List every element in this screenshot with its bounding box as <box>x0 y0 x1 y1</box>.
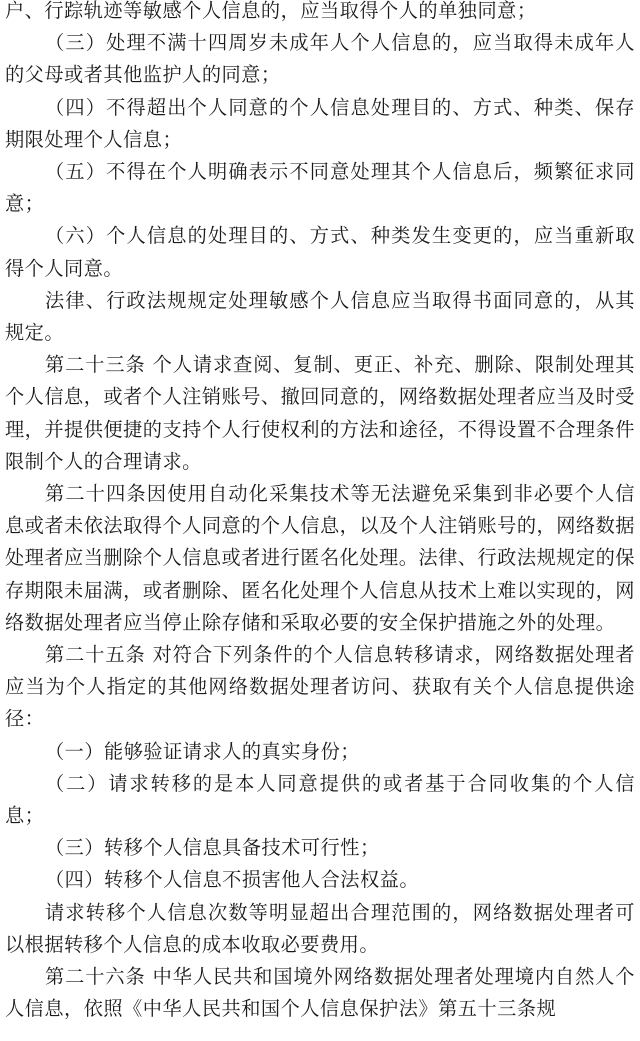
paragraph-item-4-scope: （四）不得超出个人同意的个人信息处理目的、方式、种类、保存期限处理个人信息； <box>5 95 635 151</box>
paragraph-article-23: 第二十三条 个人请求查阅、复制、更正、补充、删除、限制处理其个人信息，或者个人注销账号、撤回同意的，网络数据处理者应当及时受理，并提供便捷的支持个人行使权利的方法和途径，不得设置不合理条件限制个人的合理请求。 <box>5 353 635 473</box>
paragraph-item-5-no-repeat: （五）不得在个人明确表示不同意处理其个人信息后，频繁征求同意； <box>5 160 635 216</box>
paragraph-article-25: 第二十五条 对符合下列条件的个人信息转移请求，网络数据处理者应当为个人指定的其他网络数据处理者访问、获取有关个人信息提供途径： <box>5 643 635 731</box>
paragraph-article-26: 第二十六条 中华人民共和国境外网络数据处理者处理境内自然人个人信息，依照《中华人民共和国个人信息保护法》第五十三条规 <box>5 965 635 1021</box>
paragraph-article-25-item-1: （一）能够验证请求人的真实身份； <box>45 739 360 763</box>
document-body <box>5 0 635 1026</box>
paragraph-transfer-fees: 请求转移个人信息次数等明显超出合理范围的，网络数据处理者可以根据转移个人信息的成本收取必要费用。 <box>5 900 635 956</box>
paragraph-continuation: 户、行踪轨迹等敏感个人信息的，应当取得个人的单独同意； <box>5 0 537 22</box>
paragraph-article-25-item-2: （二）请求转移的是本人同意提供的或者基于合同收集的个人信息； <box>5 771 635 828</box>
paragraph-item-6-change: （六）个人信息的处理目的、方式、种类发生变更的，应当重新取得个人同意。 <box>5 224 635 280</box>
paragraph-article-24: 第二十四条因使用自动化采集技术等无法避免采集到非必要个人信息或者未依法取得个人同意的个人信息，以及个人注销账号的，网络数据处理者应当删除个人信息或者进行匿名化处理。法律、行政法规规定的保存期限未届满，或者删除、匿名化处理个人信息从技术上难以实现的，网络数据处理者应当停止除存储和采取必要的安全保护措施之外的处理。 <box>5 482 635 634</box>
paragraph-article-25-item-3: （三）转移个人信息具备技术可行性； <box>45 836 380 860</box>
paragraph-written-consent: 法律、行政法规规定处理敏感个人信息应当取得书面同意的，从其规定。 <box>5 288 635 345</box>
paragraph-article-25-item-4: （四）转移个人信息不损害他人合法权益。 <box>45 868 420 892</box>
paragraph-item-3-minors: （三）处理不满十四周岁未成年人个人信息的，应当取得未成年人的父母或者其他监护人的同意； <box>5 31 635 87</box>
